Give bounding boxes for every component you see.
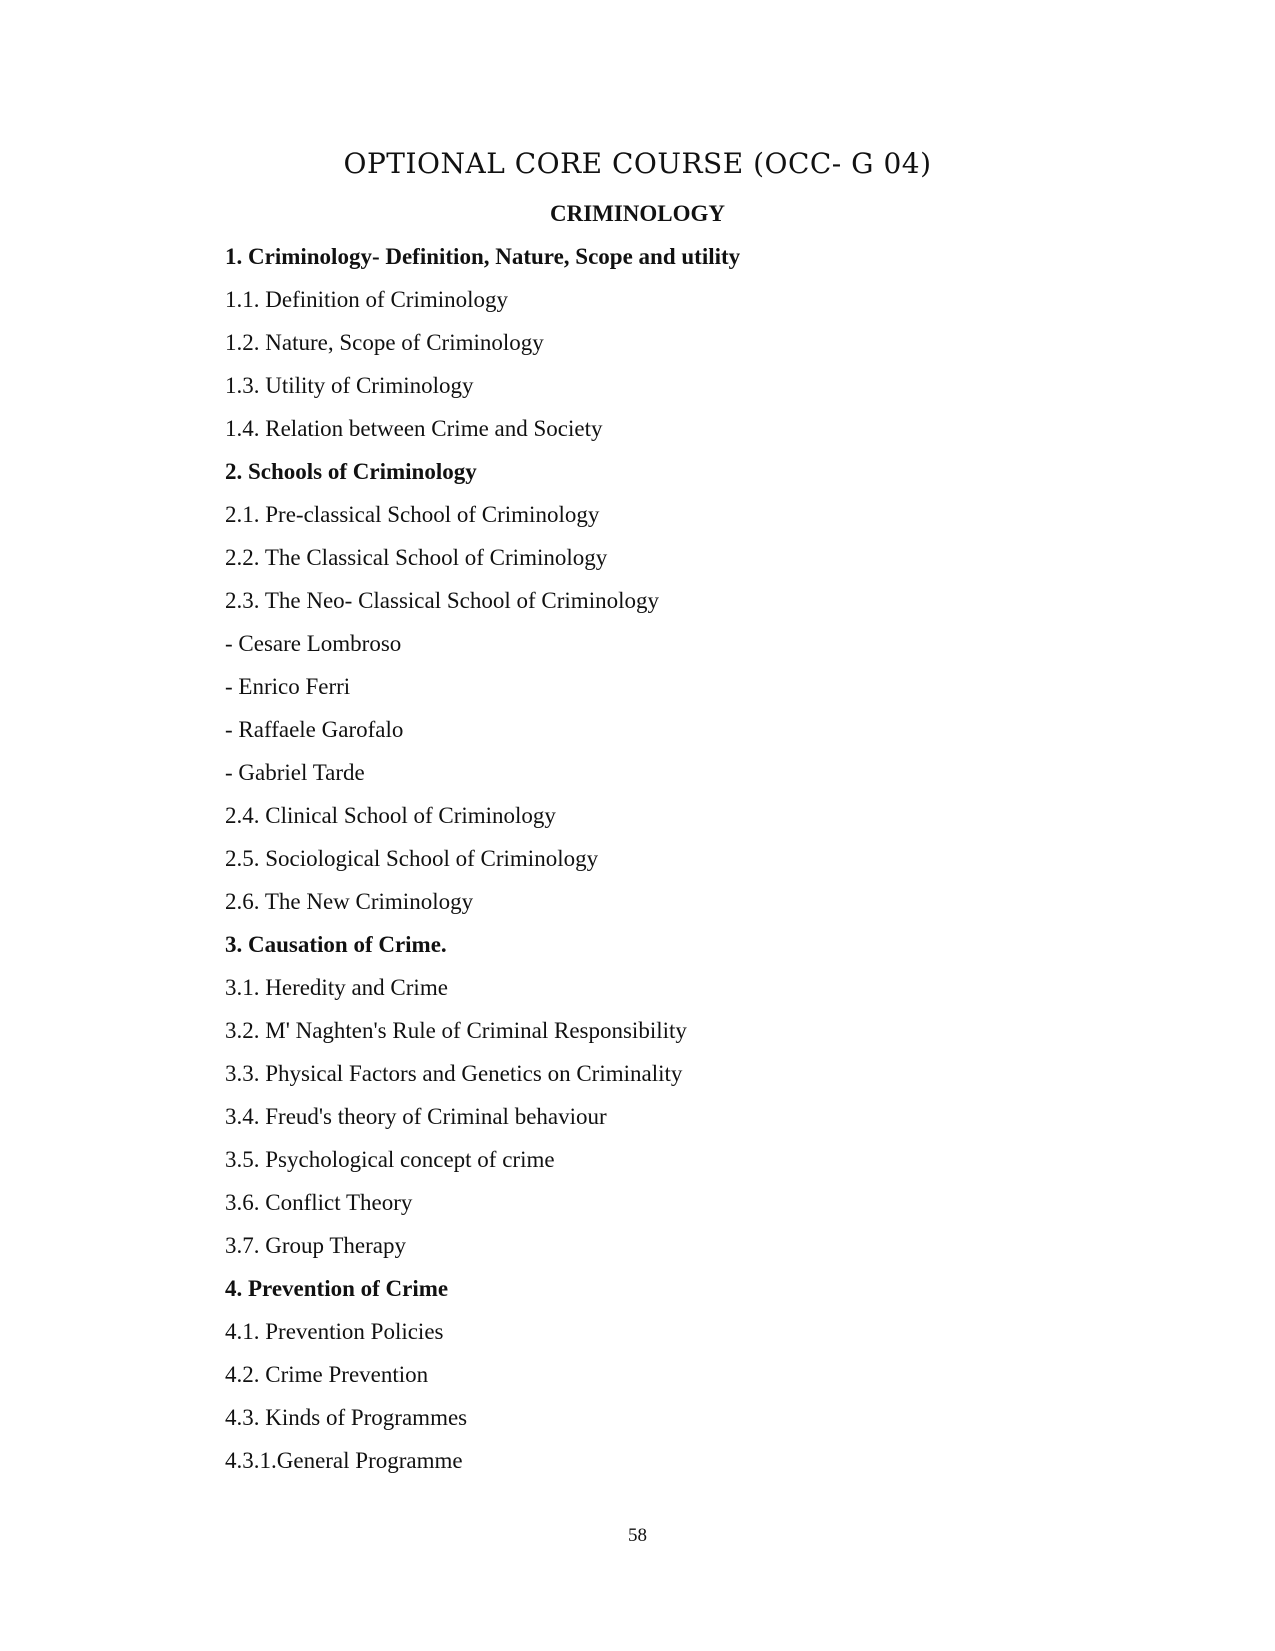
page-number: 58 — [628, 1525, 647, 1546]
syllabus-line: 2.2. The Classical School of Criminology — [225, 545, 608, 570]
section-heading: 4. Prevention of Crime — [225, 1276, 449, 1301]
syllabus-line: 2.3. The Neo- Classical School of Criminology — [225, 588, 659, 613]
syllabus-line: 1.3. Utility of Criminology — [225, 373, 474, 398]
syllabus-line: - Cesare Lombroso — [225, 631, 402, 656]
syllabus-line: 4.2. Crime Prevention — [225, 1362, 429, 1387]
syllabus-line: 4.3. Kinds of Programmes — [225, 1405, 468, 1430]
syllabus-line: 2.5. Sociological School of Criminology — [225, 846, 599, 871]
syllabus-line: 3.3. Physical Factors and Genetics on Criminality — [225, 1061, 683, 1086]
syllabus-line: 2.1. Pre-classical School of Criminology — [225, 502, 600, 527]
syllabus-line: 1.4. Relation between Crime and Society — [225, 416, 603, 441]
syllabus-line: 4.3.1.General Programme — [225, 1448, 463, 1473]
syllabus-line: 3.6. Conflict Theory — [225, 1190, 413, 1215]
syllabus-line: 2.6. The New Criminology — [225, 889, 474, 914]
section-heading: 2. Schools of Criminology — [225, 459, 477, 484]
syllabus-line: 3.2. M' Naghten's Rule of Criminal Responsibility — [225, 1018, 687, 1043]
syllabus-line: 3.1. Heredity and Crime — [225, 975, 448, 1000]
syllabus-line: 3.7. Group Therapy — [225, 1233, 406, 1258]
syllabus-line: 3.5. Psychological concept of crime — [225, 1147, 555, 1172]
syllabus-content — [225, 242, 1125, 1489]
subject-title: CRIMINOLOGY — [549, 201, 726, 226]
syllabus-line: - Gabriel Tarde — [225, 760, 365, 785]
section-heading: 3. Causation of Crime. — [225, 932, 447, 957]
syllabus-line: - Raffaele Garofalo — [225, 717, 404, 742]
syllabus-line: 1.2. Nature, Scope of Criminology — [225, 330, 544, 355]
syllabus-line: - Enrico Ferri — [225, 674, 351, 699]
syllabus-line: 1.1. Definition of Criminology — [225, 287, 509, 312]
course-title: OPTIONAL CORE COURSE (OCC- G 04) — [343, 147, 932, 180]
syllabus-line: 4.1. Prevention Policies — [225, 1319, 444, 1344]
syllabus-line: 3.4. Freud's theory of Criminal behaviour — [225, 1104, 607, 1129]
section-heading: 1. Criminology- Definition, Nature, Scope and utility — [225, 244, 741, 269]
syllabus-line: 2.4. Clinical School of Criminology — [225, 803, 556, 828]
